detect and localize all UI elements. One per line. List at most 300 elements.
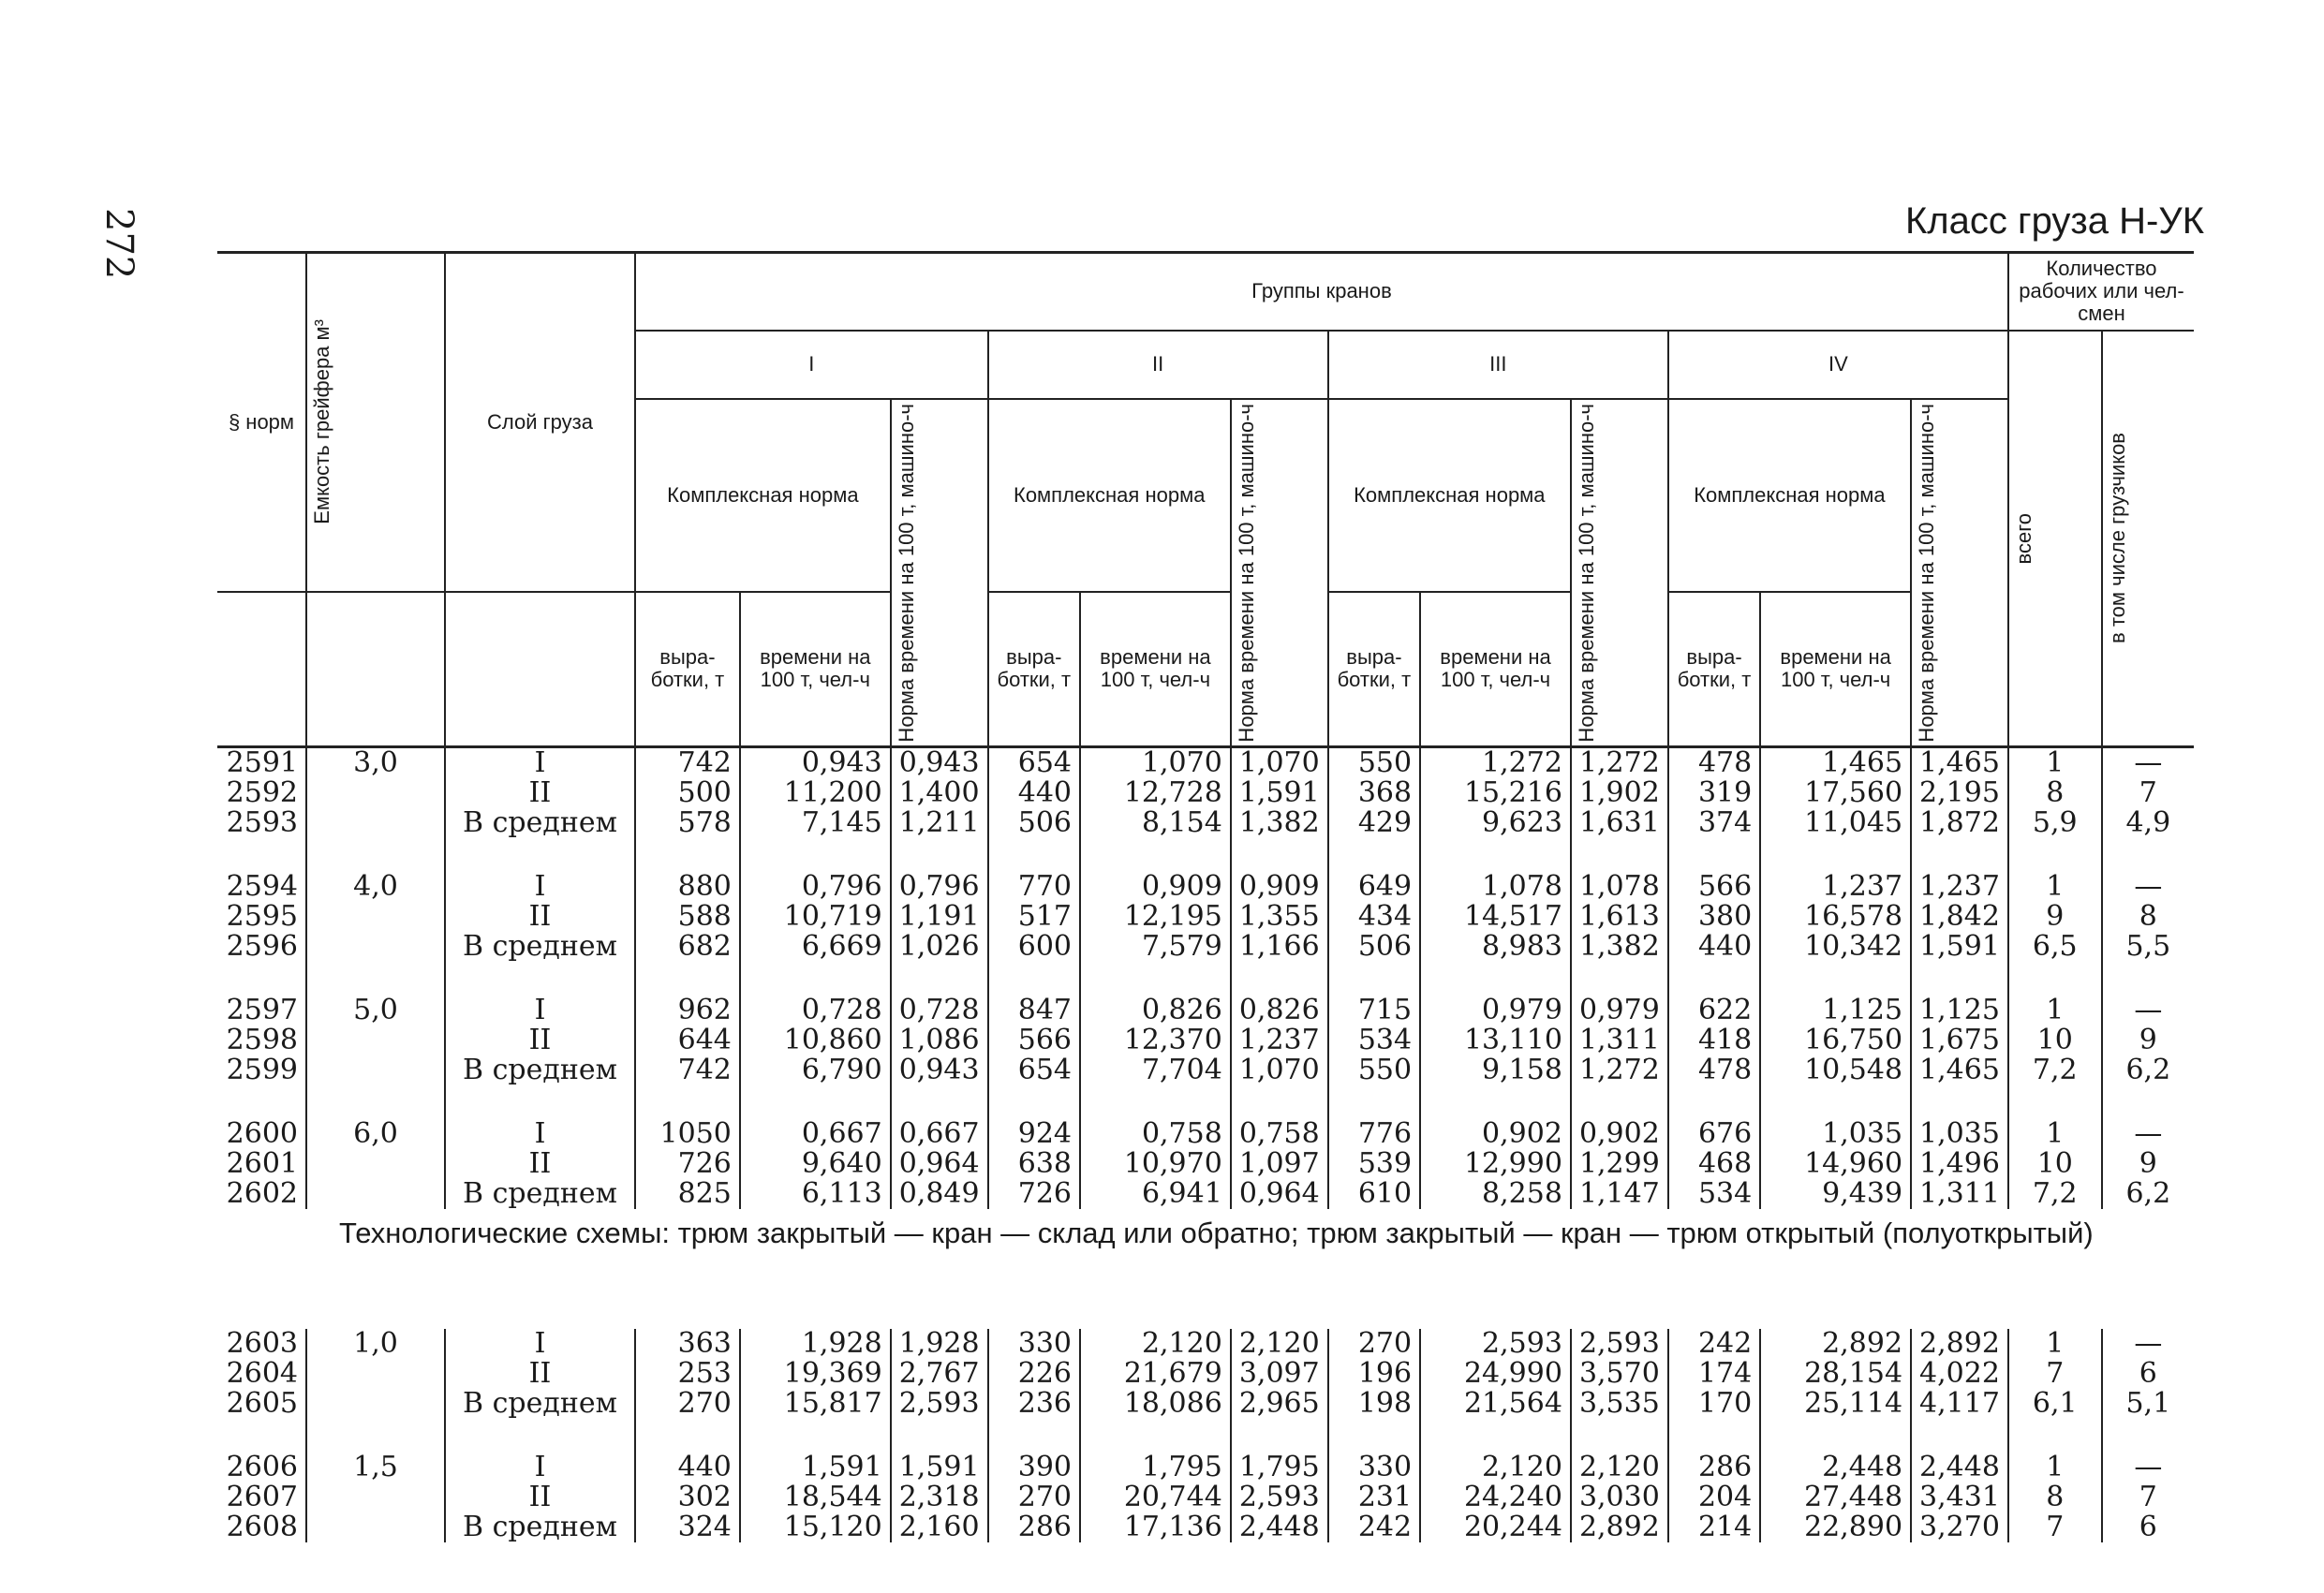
table-cell: 2606 <box>226 1451 298 1484</box>
header-layer: Слой груза <box>445 253 635 592</box>
header-complex-norm-4: Комплексная норма <box>1668 399 1911 592</box>
table-cell: 13,110 <box>1420 1025 1571 1055</box>
table-cell: 2,195 <box>1911 778 2008 808</box>
table-cell: 236 <box>988 1389 1080 1419</box>
table-cell: 0,979 <box>1571 996 1668 1025</box>
table-cell: 7 <box>2102 778 2194 808</box>
table-cell: 0,667 <box>740 1119 891 1149</box>
table-cell: 0,902 <box>1420 1119 1571 1149</box>
table-cell: 1,070 <box>1231 1055 1328 1085</box>
table-cell: 7 <box>2102 1482 2194 1512</box>
section-row <box>217 1209 2194 1329</box>
table-cell: 330 <box>1328 1453 1420 1482</box>
table-cell: 12,990 <box>1420 1149 1571 1179</box>
table-cell: 390 <box>988 1453 1080 1482</box>
table-cell: 7,579 <box>1080 932 1231 962</box>
table-cell: 1,5 <box>306 1453 445 1482</box>
table-cell: 12,370 <box>1080 1025 1231 1055</box>
table-cell: 16,578 <box>1760 902 1911 932</box>
table-cell: 15,817 <box>740 1389 891 1419</box>
table-cell: 20,244 <box>1420 1512 1571 1542</box>
table-cell: 654 <box>988 1055 1080 1085</box>
table-cell: 2,318 <box>891 1482 988 1512</box>
table-row <box>217 1453 2194 1482</box>
table-cell: 924 <box>988 1119 1080 1149</box>
table-cell: 1,237 <box>1760 872 1911 902</box>
table-cell: 962 <box>635 996 740 1025</box>
table-cell: 0,667 <box>891 1119 988 1149</box>
table-cell: 1,496 <box>1911 1149 2008 1179</box>
header-machine-time-text: Норма времени на 100 т, машино-ч <box>1574 403 1598 743</box>
table-cell: 6,0 <box>306 1119 445 1149</box>
table-cell: 1,613 <box>1571 902 1668 932</box>
table-cell: 1,928 <box>740 1329 891 1359</box>
table-cell: 28,154 <box>1760 1359 1911 1389</box>
table-cell: 6,5 <box>2008 932 2102 962</box>
table-cell: 226 <box>988 1359 1080 1389</box>
table-cell: 0,902 <box>1571 1119 1668 1149</box>
table-cell: 5,0 <box>306 996 445 1025</box>
table-cell: 11,200 <box>740 778 891 808</box>
header-capacity <box>306 253 445 592</box>
table-cell: 18,544 <box>740 1482 891 1512</box>
table-cell: 1,465 <box>1911 1055 2008 1085</box>
table-cell: 566 <box>1668 872 1760 902</box>
table-cell: II <box>445 1482 635 1512</box>
table-cell <box>306 1179 445 1209</box>
header-output-1: выра- ботки, т <box>635 592 740 747</box>
table-cell: 374 <box>1668 808 1760 838</box>
table-cell: 1,035 <box>1911 1119 2008 1149</box>
table-cell: 1 <box>2008 747 2102 779</box>
table-cell: 2592 <box>226 776 298 810</box>
table-cell: 9,640 <box>740 1149 891 1179</box>
table-cell: 0,826 <box>1080 996 1231 1025</box>
table-cell: 742 <box>635 747 740 779</box>
table-cell: 2,892 <box>1911 1329 2008 1359</box>
table-cell: 5,9 <box>2008 808 2102 838</box>
table-cell: I <box>445 996 635 1025</box>
table-cell: 1,842 <box>1911 902 2008 932</box>
table-cell: 654 <box>988 747 1080 779</box>
table-cell: 11,045 <box>1760 808 1911 838</box>
table-cell: 27,448 <box>1760 1482 1911 1512</box>
table-cell: 2593 <box>226 806 298 840</box>
table-cell: 7 <box>2008 1512 2102 1542</box>
table-cell: 3,030 <box>1571 1482 1668 1512</box>
table-cell: 1,070 <box>1080 747 1231 779</box>
header-time-3: времени на 100 т, чел-ч <box>1420 592 1571 747</box>
header-total-text: всего <box>2011 512 2035 565</box>
table-cell: I <box>445 1329 635 1359</box>
header-machine-time-3 <box>1571 399 1668 747</box>
table-cell: II <box>445 1149 635 1179</box>
table-cell: 2602 <box>226 1177 298 1211</box>
table-cell: 2605 <box>226 1387 298 1421</box>
table-cell: 8 <box>2008 1482 2102 1512</box>
table-cell: 24,990 <box>1420 1359 1571 1389</box>
table-cell: 1,272 <box>1571 747 1668 779</box>
table-cell: 1,237 <box>1911 872 2008 902</box>
table-cell: 2,120 <box>1571 1453 1668 1482</box>
table-row <box>217 808 2194 838</box>
table-row <box>217 1512 2194 1542</box>
table-cell: 726 <box>988 1179 1080 1209</box>
table-cell: 682 <box>635 932 740 962</box>
table-cell: 16,750 <box>1760 1025 1911 1055</box>
table-cell: 2,767 <box>891 1359 988 1389</box>
table-cell: 2,120 <box>1080 1329 1231 1359</box>
table-cell: 7,2 <box>2008 1179 2102 1209</box>
page-number: 272 <box>97 208 141 280</box>
table-cell: 1,272 <box>1571 1055 1668 1085</box>
table-cell: 2591 <box>226 746 298 780</box>
table-cell: 6 <box>2102 1359 2194 1389</box>
table-cell: 880 <box>635 872 740 902</box>
table-cell <box>306 1055 445 1085</box>
table-cell: 10,860 <box>740 1025 891 1055</box>
table-cell: 676 <box>1668 1119 1760 1149</box>
table-cell: 0,909 <box>1080 872 1231 902</box>
table-cell: 478 <box>1668 747 1760 779</box>
table-cell: 2,892 <box>1571 1512 1668 1542</box>
table-cell: 0,943 <box>891 1055 988 1085</box>
table-cell: 578 <box>635 808 740 838</box>
table-cell: II <box>445 1359 635 1389</box>
row-gap <box>217 838 2194 872</box>
table-cell: 1,902 <box>1571 778 1668 808</box>
table-cell: 302 <box>635 1482 740 1512</box>
table-cell: 742 <box>635 1055 740 1085</box>
table-cell: 2604 <box>226 1357 298 1391</box>
table-cell: 2599 <box>226 1054 298 1087</box>
table-cell: 1,166 <box>1231 932 1328 962</box>
row-gap <box>217 962 2194 996</box>
table-cell: 1,591 <box>740 1453 891 1482</box>
table-cell: 1,078 <box>1420 872 1571 902</box>
table-cell: 24,240 <box>1420 1482 1571 1512</box>
table-cell: 434 <box>1328 902 1420 932</box>
table-cell: 506 <box>988 808 1080 838</box>
table-cell: 6,2 <box>2102 1179 2194 1209</box>
table-cell: — <box>2102 996 2194 1025</box>
table-cell: 726 <box>635 1149 740 1179</box>
header-machine-time-text: Норма времени на 100 т, машино-ч <box>894 403 918 743</box>
table-cell <box>306 902 445 932</box>
table-cell: 270 <box>1328 1329 1420 1359</box>
table-cell: 6,941 <box>1080 1179 1231 1209</box>
header-group-2: II <box>988 331 1328 399</box>
table-row <box>217 1359 2194 1389</box>
header-output-2: выра- ботки, т <box>988 592 1080 747</box>
table-cell <box>306 778 445 808</box>
table-cell: 9 <box>2008 902 2102 932</box>
header-output-4: выра- ботки, т <box>1668 592 1760 747</box>
table-cell: 3,431 <box>1911 1482 2008 1512</box>
table-cell: 534 <box>1328 1025 1420 1055</box>
table-cell: 534 <box>1668 1179 1760 1209</box>
table-cell: 776 <box>1328 1119 1420 1149</box>
table-cell: 1 <box>2008 1453 2102 1482</box>
table-cell: 4,0 <box>306 872 445 902</box>
table-row <box>217 1482 2194 1512</box>
table-cell: 204 <box>1668 1482 1760 1512</box>
table-cell: 1,299 <box>1571 1149 1668 1179</box>
table-cell: 10,548 <box>1760 1055 1911 1085</box>
table-cell: 600 <box>988 932 1080 962</box>
header-total <box>2008 331 2102 747</box>
table-cell: 3,270 <box>1911 1512 2008 1542</box>
table-cell: 4,117 <box>1911 1389 2008 1419</box>
table-cell: 9,158 <box>1420 1055 1571 1085</box>
table-cell: 1,147 <box>1571 1179 1668 1209</box>
table-cell: 1,355 <box>1231 902 1328 932</box>
table-cell: 1,272 <box>1420 747 1571 779</box>
table-cell: 644 <box>635 1025 740 1055</box>
table-cell: 198 <box>1328 1389 1420 1419</box>
table-cell: 1,086 <box>891 1025 988 1055</box>
table-cell: 2,593 <box>1571 1329 1668 1359</box>
table-cell: 1,400 <box>891 778 988 808</box>
table-cell: 8,983 <box>1420 932 1571 962</box>
table-cell: 1 <box>2008 872 2102 902</box>
table-cell: 12,728 <box>1080 778 1231 808</box>
table-cell: 2,593 <box>1231 1482 1328 1512</box>
header-machine-time-text: Норма времени на 100 т, машино-ч <box>1234 403 1258 743</box>
table-cell: В среднем <box>445 932 635 962</box>
table-cell: 429 <box>1328 808 1420 838</box>
table-cell: 9,623 <box>1420 808 1571 838</box>
table-cell: 1,382 <box>1231 808 1328 838</box>
table-cell: 1,0 <box>306 1329 445 1359</box>
table-cell: 242 <box>1668 1329 1760 1359</box>
table-cell: 2595 <box>226 900 298 934</box>
header-loaders <box>2102 331 2194 747</box>
table-row <box>217 1179 2194 1209</box>
table-cell: 368 <box>1328 778 1420 808</box>
header-machine-time-text: Норма времени на 100 т, машино-ч <box>1915 403 1939 743</box>
table-cell: 3,097 <box>1231 1359 1328 1389</box>
table-cell: 1,591 <box>1911 932 2008 962</box>
table-cell: 8 <box>2102 902 2194 932</box>
table-cell: 0,796 <box>740 872 891 902</box>
table-cell: 4,9 <box>2102 808 2194 838</box>
table-cell: 0,758 <box>1231 1119 1328 1149</box>
table-cell: 6,1 <box>2008 1389 2102 1419</box>
table-cell: I <box>445 747 635 779</box>
table-cell: 517 <box>988 902 1080 932</box>
table-cell: 1 <box>2008 996 2102 1025</box>
table-cell <box>306 1025 445 1055</box>
table-cell <box>306 932 445 962</box>
table-cell: 15,216 <box>1420 778 1571 808</box>
table-cell: 3,570 <box>1571 1359 1668 1389</box>
table-cell <box>306 1512 445 1542</box>
table-cell: 10 <box>2008 1025 2102 1055</box>
cargo-class-title: Класс груза Н-УК <box>1904 200 2204 242</box>
header-loaders-text: в том числе грузчиков <box>2105 433 2129 644</box>
table-cell: 1 <box>2008 1329 2102 1359</box>
table-cell: 0,943 <box>740 747 891 779</box>
table-cell: 231 <box>1328 1482 1420 1512</box>
table-cell: 2598 <box>226 1024 298 1057</box>
table-cell: 0,728 <box>740 996 891 1025</box>
table-cell: 2603 <box>226 1327 298 1361</box>
header-time-2: времени на 100 т, чел-ч <box>1080 592 1231 747</box>
table-body <box>217 747 2194 1543</box>
table-cell: 10,719 <box>740 902 891 932</box>
table-cell: 2597 <box>226 994 298 1027</box>
table-header <box>217 253 2194 747</box>
table-cell: 2596 <box>226 930 298 964</box>
table-cell: В среднем <box>445 808 635 838</box>
table-cell: 7,145 <box>740 808 891 838</box>
table-cell: 550 <box>1328 1055 1420 1085</box>
table-cell: 21,564 <box>1420 1389 1571 1419</box>
row-gap <box>217 1419 2194 1453</box>
table-cell: 1,675 <box>1911 1025 2008 1055</box>
table-cell: 0,909 <box>1231 872 1328 902</box>
table-cell: В среднем <box>445 1055 635 1085</box>
table-cell: 418 <box>1668 1025 1760 1055</box>
table-cell: 7,2 <box>2008 1055 2102 1085</box>
table-cell: 1,872 <box>1911 808 2008 838</box>
table-cell: 6,113 <box>740 1179 891 1209</box>
table-cell: I <box>445 872 635 902</box>
table-cell: 0,979 <box>1420 996 1571 1025</box>
norms-table <box>217 251 2194 1542</box>
table-cell: 1,211 <box>891 808 988 838</box>
table-cell: — <box>2102 1329 2194 1359</box>
header-complex-norm-3: Комплексная норма <box>1328 399 1571 592</box>
table-row <box>217 932 2194 962</box>
header-time-1: времени на 100 т, чел-ч <box>740 592 891 747</box>
table-cell: 539 <box>1328 1149 1420 1179</box>
table-cell: 1,795 <box>1080 1453 1231 1482</box>
table-cell: 715 <box>1328 996 1420 1025</box>
header-norm: § норм <box>217 253 306 592</box>
table-cell: В среднем <box>445 1179 635 1209</box>
table-cell: 440 <box>635 1453 740 1482</box>
table-cell: 2594 <box>226 870 298 904</box>
table-cell: 1,465 <box>1911 747 2008 779</box>
table-cell: 330 <box>988 1329 1080 1359</box>
table-cell: 0,849 <box>891 1179 988 1209</box>
table-cell: 8,154 <box>1080 808 1231 838</box>
table-cell: 25,114 <box>1760 1389 1911 1419</box>
table-cell <box>306 1359 445 1389</box>
header-group-3: III <box>1328 331 1668 399</box>
table-cell: 10 <box>2008 1149 2102 1179</box>
table-cell: 2607 <box>226 1481 298 1514</box>
table-cell: 1,097 <box>1231 1149 1328 1179</box>
table-cell: 0,964 <box>891 1149 988 1179</box>
table-row <box>217 1055 2194 1085</box>
table-row <box>217 747 2194 779</box>
table-cell: 1,035 <box>1760 1119 1911 1149</box>
table-cell: 550 <box>1328 747 1420 779</box>
table-row <box>217 872 2194 902</box>
table-cell: — <box>2102 872 2194 902</box>
table-row <box>217 902 2194 932</box>
table-row <box>217 996 2194 1025</box>
table-cell: 440 <box>1668 932 1760 962</box>
table-cell: 506 <box>1328 932 1420 962</box>
header-crane-groups: Группы кранов <box>635 253 2008 331</box>
table-cell: 1,070 <box>1231 747 1328 779</box>
table-cell: 1,591 <box>1231 778 1328 808</box>
table-cell: 21,679 <box>1080 1359 1231 1389</box>
table-cell: 2,593 <box>1420 1329 1571 1359</box>
table-row <box>217 1149 2194 1179</box>
table-cell: 8 <box>2008 778 2102 808</box>
table-cell: II <box>445 902 635 932</box>
table-cell: 0,964 <box>1231 1179 1328 1209</box>
table-cell: 1,795 <box>1231 1453 1328 1482</box>
table-cell: 12,195 <box>1080 902 1231 932</box>
table-cell: 19,369 <box>740 1359 891 1389</box>
table-cell: 1050 <box>635 1119 740 1149</box>
table-cell: 5,5 <box>2102 932 2194 962</box>
header-output-3: выра- ботки, т <box>1328 592 1420 747</box>
table-cell: 622 <box>1668 996 1760 1025</box>
table-cell: 2,160 <box>891 1512 988 1542</box>
header-capacity-text: Емкость грейфера м³ <box>310 319 333 525</box>
table-cell <box>306 1482 445 1512</box>
table-cell: 253 <box>635 1359 740 1389</box>
table-cell: 2,448 <box>1231 1512 1328 1542</box>
header-time-4: времени на 100 т, чел-ч <box>1760 592 1911 747</box>
table-cell: 214 <box>1668 1512 1760 1542</box>
table-cell: — <box>2102 1119 2194 1149</box>
table-cell: 18,086 <box>1080 1389 1231 1419</box>
table-cell: 1,125 <box>1760 996 1911 1025</box>
table-cell: 3,0 <box>306 747 445 779</box>
table-cell: 6 <box>2102 1512 2194 1542</box>
table-cell <box>306 808 445 838</box>
table-cell <box>306 1389 445 1419</box>
header-group-1: I <box>635 331 988 399</box>
table-cell: 649 <box>1328 872 1420 902</box>
table-cell: 7,704 <box>1080 1055 1231 1085</box>
table-cell: 610 <box>1328 1179 1420 1209</box>
table-cell: — <box>2102 1453 2194 1482</box>
table-cell: 242 <box>1328 1512 1420 1542</box>
table-cell: 6,790 <box>740 1055 891 1085</box>
section2-title: Технологические схемы: трюм закрытый — кран — склад или обратно; трюм закрытый — кран — трюм открытый (полуоткрытый) <box>339 1217 2094 1250</box>
table-cell: 8,258 <box>1420 1179 1571 1209</box>
table-cell: 270 <box>988 1482 1080 1512</box>
table-row <box>217 778 2194 808</box>
table-cell: 1,631 <box>1571 808 1668 838</box>
table-cell: 1,191 <box>891 902 988 932</box>
table-cell: 1,311 <box>1911 1179 2008 1209</box>
header-complex-norm-1: Комплексная норма <box>635 399 891 592</box>
table-cell: 825 <box>635 1179 740 1209</box>
table-cell: 638 <box>988 1149 1080 1179</box>
table-cell: 4,022 <box>1911 1359 2008 1389</box>
header-machine-time-2 <box>1231 399 1328 747</box>
table-cell: 319 <box>1668 778 1760 808</box>
table-cell: 1,026 <box>891 932 988 962</box>
table-cell: 363 <box>635 1329 740 1359</box>
table-cell: 6,2 <box>2102 1055 2194 1085</box>
table-cell: 15,120 <box>740 1512 891 1542</box>
table-cell: 10,342 <box>1760 932 1911 962</box>
table-cell: II <box>445 1025 635 1055</box>
table-cell: 10,970 <box>1080 1149 1231 1179</box>
table-cell: 286 <box>988 1512 1080 1542</box>
